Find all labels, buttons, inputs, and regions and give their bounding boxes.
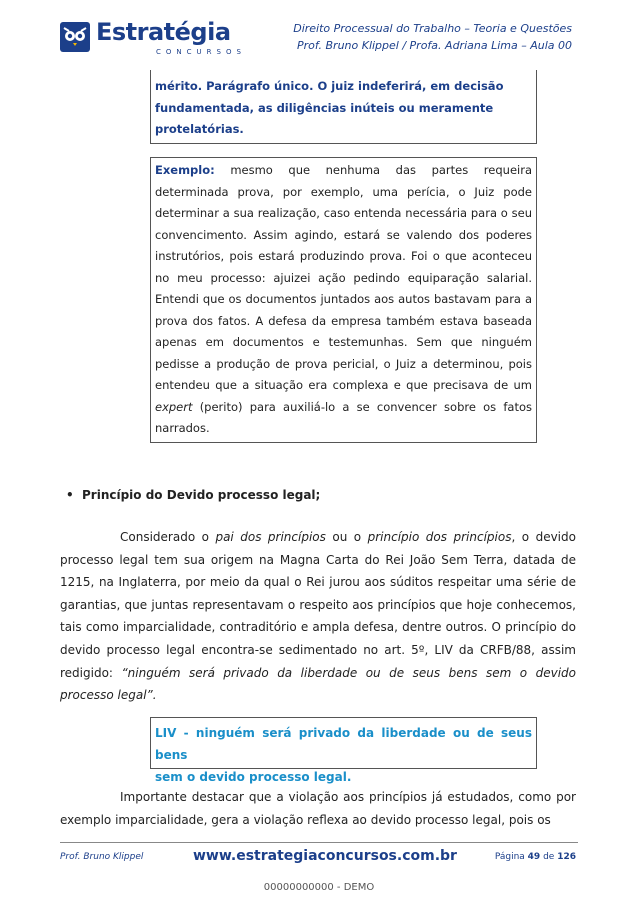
section-heading: Princípio do Devido processo legal; [82, 488, 321, 502]
page-current: 49 [527, 852, 541, 862]
para-italic: princípio dos princípios [367, 530, 512, 544]
page-header [293, 20, 572, 54]
legal-quote-line: protelatórias. [155, 122, 244, 136]
example-tail: (perito) para auxiliá-lo a se convencer sobre os fatos narrados. [155, 399, 532, 435]
liv-line: LIV - ninguém será privado da liberdade ou de seus bens [155, 726, 532, 762]
liv-line: sem o devido processo legal. [155, 770, 352, 784]
bullet-icon: • [66, 488, 74, 502]
footer-website-link[interactable]: www.estrategiaconcursos.com.br [193, 848, 457, 864]
footer-page-number [495, 852, 576, 862]
example-expert: expert [155, 399, 193, 414]
owl-icon [60, 22, 90, 52]
para-text: Considerado o [120, 530, 216, 544]
page-total: 126 [557, 852, 576, 862]
legal-quote-line: fundamentada, as diligências inúteis ou meramente [155, 100, 494, 115]
para-text: Importante destacar que a violação aos princípios já estudados, como por exemplo imparcialidade, gera a violação reflexa ao devido processo legal, pois os [60, 790, 576, 827]
header-authors: Prof. Bruno Klippel / Profa. Adriana Lima – Aula 00 [296, 39, 572, 52]
liv-quote-box [150, 717, 537, 784]
legal-quote-line: mérito. Parágrafo único. O juiz indeferirá, em decisão [155, 79, 504, 93]
brand-logo [60, 18, 250, 58]
page-label: Página [494, 852, 525, 862]
para-text: , o devido processo legal tem sua origem na Magna Carta do Rei João Sem Terra, datada de 1215, na Inglaterra, por meio da qual o Rei jurou aos súditos respeitar uma série de garantias, que juntas representavam o respeito aos princípios que hoje conhecemos, tais como imparcialidade, contraditório e ampla defesa, dentre outros. O princípio do devido processo legal encontra-se sedimentado no art. 5º, LIV da CRFB/88, assim redigido: [60, 530, 576, 680]
brand-subtitle: CONCURSOS [156, 48, 246, 56]
page-of: de [543, 852, 555, 862]
brand-name: Estratégia [96, 18, 231, 46]
example-label: Exemplo: [155, 163, 215, 177]
example-text: mesmo que nenhuma das partes requeira determinada prova, por exemplo, uma perícia, o Juiz pode determinar a sua realização, caso entenda necessária para o seu convencimento. Assim agindo, estará se valendo dos poderes instrutórios, pois estará produzindo prova. Foi o que aconteceu no meu processo: ajuizei ação pedindo equiparação salarial. Entendi que os documentos juntados aos autos bastavam para a prova dos fatos. A defesa da empresa também estava baseada apenas em documentos e testemunhas. Sem que ninguém pedisse a produção de prova pericial, o Juiz a determinou, pois entendeu que a situação era complexa e que precisava de um [155, 163, 532, 392]
para-quote: “ninguém será privado da liberdade ou de seus bens sem o devido processo legal”. [60, 665, 576, 703]
header-course-title: Direito Processual do Trabalho – Teoria e Questões [293, 22, 572, 35]
paragraph-due-process [60, 526, 576, 707]
para-text: ou o [325, 530, 368, 544]
legal-quote-box [150, 70, 537, 144]
paragraph-violation [60, 786, 576, 831]
para-italic: pai dos princípios [215, 530, 326, 544]
demo-watermark: 00000000000 - DEMO [263, 882, 375, 893]
footer-author: Prof. Bruno Klippel [60, 852, 144, 862]
footer-divider [60, 842, 578, 843]
example-box [150, 157, 537, 443]
